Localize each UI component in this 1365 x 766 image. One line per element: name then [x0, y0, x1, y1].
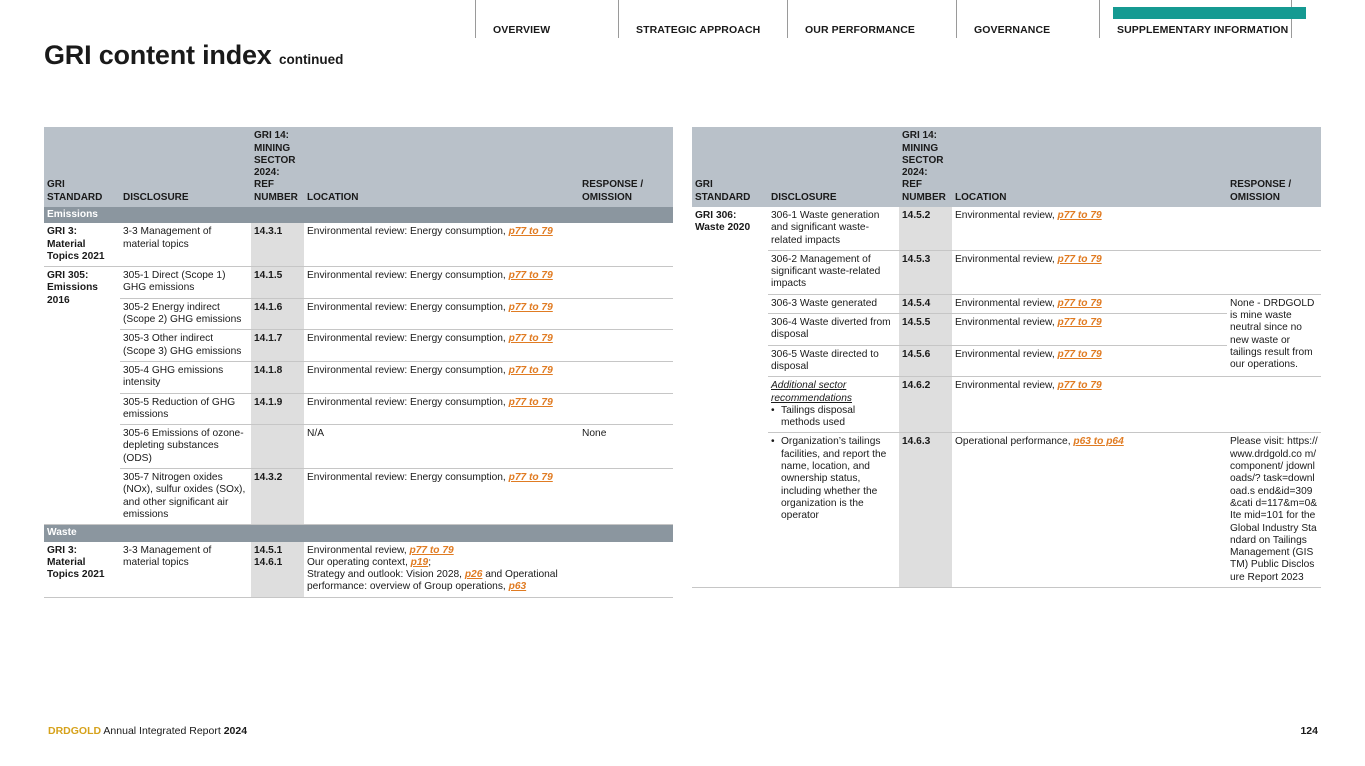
disclosure-cell: 306-1 Waste generation and significant waste-related impacts [768, 207, 899, 250]
footer-year: 2024 [223, 725, 248, 737]
right-gri-table [692, 127, 1321, 588]
disclosure-cell: 305-4 GHG emissions intensity [120, 361, 251, 393]
ref-number-cell: 14.6.3 [899, 433, 952, 588]
location-cell [304, 425, 579, 469]
location-text: N/A [307, 428, 324, 440]
gri-standard-cell: GRI 306: Waste 2020 [692, 207, 768, 588]
disclosure-cell: 305-7 Nitrogen oxides (NOx), sulfur oxides (SOx), and other significant air emissions [120, 469, 251, 525]
location-cell [952, 345, 1227, 377]
table-row [44, 223, 673, 266]
table-row [692, 314, 1321, 346]
table-row [44, 330, 673, 362]
table-row [44, 267, 673, 299]
ref-number-cell: 14.3.2 [251, 469, 304, 525]
table-row [692, 207, 1321, 250]
location-cell [952, 250, 1227, 294]
page-link[interactable]: p77 to 79 [1057, 317, 1102, 329]
col-location: LOCATION [304, 127, 579, 207]
location-cell [952, 377, 1227, 433]
col-response: RESPONSE / OMISSION [1227, 127, 1321, 207]
table-row [692, 345, 1321, 377]
section-label-emissions: Emissions [44, 207, 673, 223]
location-cell [952, 294, 1227, 313]
location-text: Our operating context, [307, 556, 411, 568]
page-title [44, 40, 343, 71]
nav-overview[interactable] [475, 0, 618, 38]
col-ref-number: GRI 14: MINING SECTOR 2024: REF NUMBER [251, 127, 304, 207]
table-row [44, 425, 673, 469]
bullet-text: Tailings disposal methods used [781, 404, 856, 429]
table-header-row [692, 127, 1321, 207]
col-gri-standard: GRI STANDARD [692, 127, 768, 207]
disclosure-cell: 3-3 Management of material topics [120, 542, 251, 598]
footer-report-title [48, 725, 247, 737]
location-cell [304, 330, 579, 362]
col-disclosure: DISCLOSURE [120, 127, 251, 207]
response-cell: Please visit: https:// www.drdgold.co m/component/ jdownloads/? task=download.s end&id=309&cati d=117&m=0&Ite mid=101 for the Global Industry Standard on Tailings Management (GISTM) Public Disclosure Report 2023 [1227, 433, 1321, 588]
ref-number-cell: 14.1.5 [251, 267, 304, 299]
disclosure-cell: 305-3 Other indirect (Scope 3) GHG emissions [120, 330, 251, 362]
response-cell [1227, 207, 1321, 250]
section-row-waste [44, 525, 673, 542]
page-link[interactable]: p77 to 79 [508, 396, 553, 408]
location-text: Environmental review: Energy consumption, [307, 226, 509, 238]
page-link[interactable]: p77 to 79 [1057, 297, 1102, 309]
page-link[interactable]: p77 to 79 [508, 301, 553, 313]
disclosure-cell: 306-5 Waste directed to disposal [768, 345, 899, 377]
active-tab-indicator [1113, 7, 1306, 19]
disclosure-cell: 306-2 Management of significant waste-related impacts [768, 250, 899, 294]
page-link[interactable]: p77 to 79 [1057, 253, 1102, 265]
col-gri-standard: GRI STANDARD [44, 127, 120, 207]
table-row [692, 377, 1321, 433]
location-text: Environmental review, [955, 380, 1058, 392]
location-cell [304, 267, 579, 299]
ref-number-cell: 14.1.6 [251, 298, 304, 330]
page-link[interactable]: p77 to 79 [508, 226, 553, 238]
gri-standard-cell: GRI 305: Emissions 2016 [44, 267, 120, 525]
response-cell: None [579, 425, 673, 469]
response-cell [579, 361, 673, 393]
table-row [44, 469, 673, 525]
bullet-icon: • [771, 404, 775, 416]
location-text: Environmental review, [307, 544, 410, 556]
table-row [692, 433, 1321, 588]
nav-our-performance-label: OUR PERFORMANCE [805, 24, 916, 36]
nav-our-performance[interactable] [787, 0, 956, 38]
top-navigation [475, 0, 1292, 38]
response-cell: None - DRDGOLD is mine waste neutral since no new waste or tailings result from our operations. [1227, 294, 1321, 376]
location-cell [952, 433, 1227, 588]
footer-text: Annual Integrated Report [101, 725, 224, 737]
footer-brand: DRDGOLD [48, 725, 102, 737]
ref-number-cell: 14.6.2 [899, 377, 952, 433]
bullet-text: Organization’s tailings facilities, and report the name, location, and ownership status, including whether the organization is the operator [781, 436, 887, 522]
location-cell [304, 393, 579, 425]
bullet-icon: • [771, 436, 775, 448]
table-row [44, 298, 673, 330]
nav-strategic-approach-label: STRATEGIC APPROACH [636, 24, 761, 36]
page-link[interactable]: p77 to 79 [508, 270, 553, 282]
ref-number-cell: 14.1.7 [251, 330, 304, 362]
disclosure-cell: 305-6 Emissions of ozone-depleting substances (ODS) [120, 425, 251, 469]
ref-number-cell: 14.5.2 [899, 207, 952, 250]
disclosure-cell [768, 377, 899, 433]
page-link[interactable]: p77 to 79 [508, 472, 553, 484]
page-link[interactable]: p63 to p64 [1073, 436, 1124, 448]
table-row [44, 393, 673, 425]
disclosure-cell: 305-2 Energy indirect (Scope 2) GHG emissions [120, 298, 251, 330]
page-link[interactable]: p19 [410, 556, 429, 568]
location-text: Environmental review: Energy consumption, [307, 472, 509, 484]
ref-number-cell: 14.1.9 [251, 393, 304, 425]
ref-number-cell [251, 425, 304, 469]
page-link[interactable]: p77 to 79 [508, 333, 553, 345]
nav-overview-label: OVERVIEW [493, 24, 551, 36]
disclosure-cell: 305-1 Direct (Scope 1) GHG emissions [120, 267, 251, 299]
response-cell [1227, 250, 1321, 294]
location-text: Environmental review: Energy consumption, [307, 270, 509, 282]
location-cell [304, 361, 579, 393]
disclosure-cell: 306-3 Waste generated [768, 294, 899, 313]
response-cell [1227, 377, 1321, 433]
location-text: Environmental review, [955, 210, 1058, 221]
page-link[interactable]: p77 to 79 [1057, 348, 1102, 360]
col-disclosure: DISCLOSURE [768, 127, 899, 207]
location-text: Environmental review: Energy consumption, [307, 301, 509, 313]
col-response: RESPONSE / OMISSION [579, 127, 673, 207]
response-cell [579, 267, 673, 299]
location-cell [304, 298, 579, 330]
response-cell [579, 542, 673, 598]
location-text: Environmental review: Energy consumption, [307, 364, 509, 376]
disclosure-cell: 306-4 Waste diverted from disposal [768, 314, 899, 346]
ref-number-cell: 14.1.8 [251, 361, 304, 393]
col-ref-number: GRI 14: MINING SECTOR 2024: REF NUMBER [899, 127, 952, 207]
table-row [44, 361, 673, 393]
response-cell [579, 298, 673, 330]
location-text: Environmental review: Energy consumption, [307, 333, 509, 345]
page-link[interactable]: p77 to 79 [409, 544, 454, 556]
section-row-emissions [44, 207, 673, 223]
location-text: Environmental review, [955, 297, 1058, 309]
ref-number-cell: 14.5.5 [899, 314, 952, 346]
col-location: LOCATION [952, 127, 1227, 207]
gri-standard-cell: GRI 3: Material Topics 2021 [44, 223, 120, 266]
disclosure-cell: 3-3 Management of material topics [120, 223, 251, 266]
bullet-item [771, 436, 896, 522]
left-gri-table [44, 127, 673, 598]
location-cell [952, 207, 1227, 250]
location-text: Strategy and outlook: Vision 2028, [307, 569, 465, 581]
nav-supplementary-information[interactable] [1099, 0, 1292, 38]
nav-supplementary-information-label: SUPPLEMENTARY INFORMATION [1117, 24, 1289, 36]
location-text: ; [428, 556, 432, 568]
location-text: Environmental review, [955, 348, 1058, 360]
location-cell [304, 469, 579, 525]
disclosure-cell [768, 433, 899, 588]
nav-governance-label: GOVERNANCE [974, 24, 1051, 36]
ref-number-cell: 14.3.1 [251, 223, 304, 266]
ref-number-cell [251, 542, 304, 598]
location-cell [952, 314, 1227, 346]
response-cell [579, 330, 673, 362]
additional-recommendations-heading: Additional sector recommendations [771, 380, 852, 404]
ref-number-cell: 14.5.6 [899, 345, 952, 377]
bullet-item [771, 405, 896, 430]
response-cell [579, 223, 673, 266]
nav-strategic-approach[interactable] [618, 0, 787, 38]
table-row [692, 294, 1321, 313]
ref-number: 14.6.1 [254, 556, 283, 568]
location-cell [304, 223, 579, 266]
response-cell [579, 393, 673, 425]
ref-number-cell: 14.5.4 [899, 294, 952, 313]
ref-number: 14.5.1 [254, 544, 283, 556]
page-number: 124 [1300, 725, 1318, 737]
section-label-waste: Waste [44, 525, 673, 542]
nav-governance[interactable] [956, 0, 1099, 38]
page-title-suffix: continued [278, 52, 344, 67]
table-row [44, 542, 673, 598]
disclosure-cell: 305-5 Reduction of GHG emissions [120, 393, 251, 425]
location-text: Operational performance, [955, 436, 1074, 448]
table-header-row [44, 127, 673, 207]
page-link[interactable]: p63 [508, 581, 527, 593]
response-cell [579, 469, 673, 525]
location-text: Environmental review, [955, 253, 1058, 265]
table-row [692, 250, 1321, 294]
gri-standard-cell: GRI 3: Material Topics 2021 [44, 542, 120, 598]
location-text: Environmental review, [955, 317, 1058, 329]
location-cell [304, 542, 579, 598]
page-link[interactable]: p26 [464, 569, 483, 581]
location-text: Environmental review: Energy consumption, [307, 396, 509, 408]
location-text: and Operational performance: overview of Group operations, [307, 569, 558, 593]
page-link[interactable]: p77 to 79 [1057, 210, 1102, 221]
page-title-text: GRI content index [44, 40, 272, 70]
ref-number-cell: 14.5.3 [899, 250, 952, 294]
page-link[interactable]: p77 to 79 [1057, 380, 1102, 392]
page-link[interactable]: p77 to 79 [508, 364, 553, 376]
